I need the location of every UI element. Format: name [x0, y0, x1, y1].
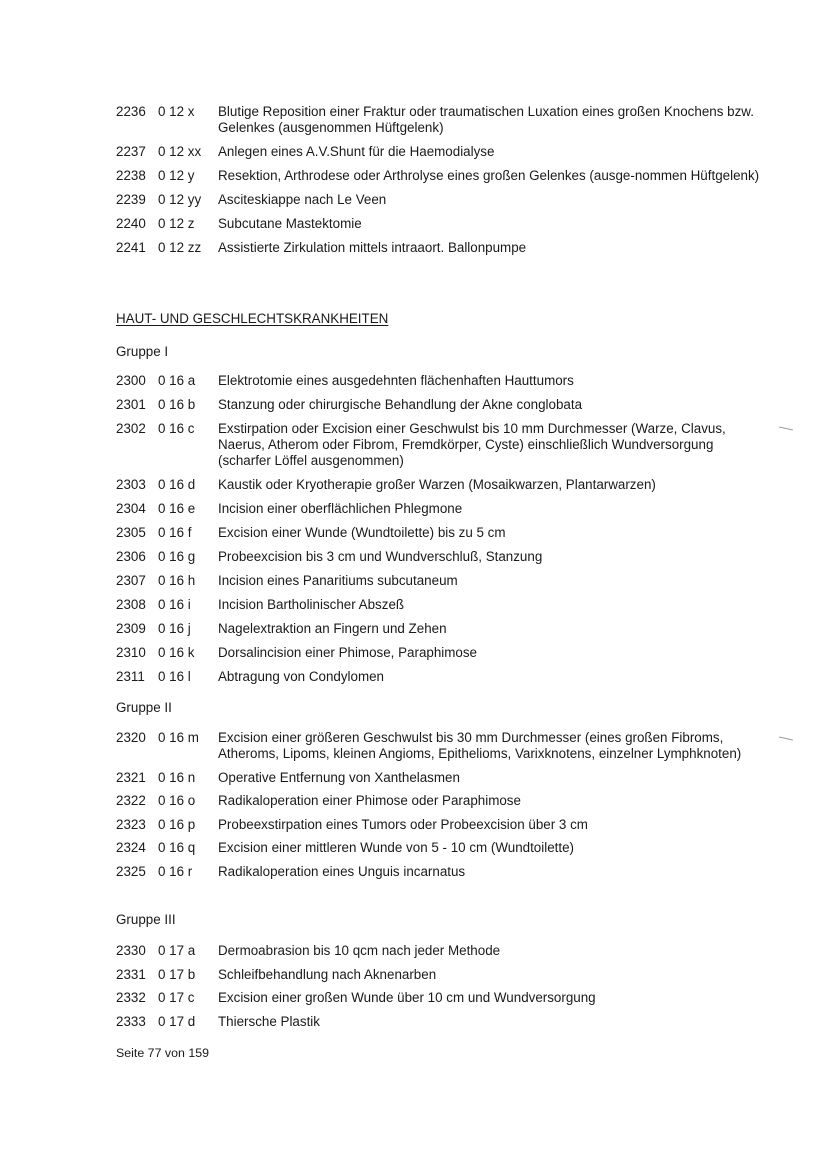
procedure-code: 2330: [116, 943, 146, 958]
procedure-row: [116, 621, 767, 637]
procedure-description: Kaustik oder Kryotherapie großer Warzen (Mosaikwarzen, Plantarwarzen): [218, 477, 656, 492]
procedure-description: Anlegen eines A.V.Shunt für die Haemodialyse: [218, 144, 495, 159]
procedure-description: Dermoabrasion bis 10 qcm nach jeder Methode: [218, 943, 501, 958]
procedure-row: [116, 421, 767, 469]
procedure-description: Radikaloperation eines Unguis incarnatus: [218, 863, 466, 879]
procedure-description: Dorsalincision einer Phimose, Paraphimose: [218, 645, 478, 660]
procedure-code: 2325: [116, 863, 146, 879]
procedure-gop-number: 0 16 l: [158, 669, 191, 684]
scan-artifact: [779, 427, 793, 431]
procedure-gop-number: 0 17 a: [158, 943, 196, 958]
procedure-row: [116, 216, 767, 232]
procedure-list-surgery: [116, 104, 767, 256]
procedure-code: 2310: [116, 645, 146, 660]
procedure-row: [116, 397, 767, 413]
procedure-row: [116, 840, 767, 856]
procedure-row: [116, 645, 767, 661]
procedure-gop-number: 0 16 f: [158, 525, 192, 540]
group-label-3: Gruppe III: [116, 912, 176, 927]
procedure-gop-number: 0 12 y: [158, 168, 195, 183]
procedure-gop-number: 0 16 g: [158, 549, 196, 564]
procedure-code: 2304: [116, 501, 146, 516]
scan-artifact: [779, 737, 793, 741]
procedure-row: [116, 104, 767, 136]
procedure-code: 2322: [116, 793, 146, 808]
procedure-gop-number: 0 17 b: [158, 966, 196, 982]
procedure-code: 2241: [116, 240, 146, 255]
procedure-description: Schleifbehandlung nach Aknenarben: [218, 966, 437, 982]
procedure-row: [116, 477, 767, 493]
procedure-code: 2332: [116, 990, 146, 1005]
procedure-description: Blutige Reposition einer Fraktur oder traumatischen Luxation eines großen Knochens bzw. Gelenkes (ausgenommen Hüftgelenk): [218, 104, 754, 135]
procedure-description: Subcutane Mastektomie: [218, 216, 362, 231]
procedure-description: Stanzung oder chirurgische Behandlung der Akne conglobata: [218, 397, 583, 412]
procedure-row: [116, 793, 767, 809]
procedure-description: Operative Entfernung von Xanthelasmen: [218, 769, 460, 785]
procedure-description: Probeexcision bis 3 cm und Wundverschluß, Stanzung: [218, 549, 543, 564]
procedure-row: [116, 525, 767, 541]
procedure-row: [116, 730, 767, 762]
procedure-code: 2306: [116, 549, 146, 564]
procedure-gop-number: 0 12 z: [158, 216, 195, 231]
group-label-1: Gruppe I: [116, 344, 169, 359]
procedure-row: [116, 990, 767, 1006]
procedure-row: [116, 549, 767, 565]
procedure-code: 2321: [116, 769, 146, 785]
procedure-code: 2308: [116, 597, 146, 612]
procedure-row: [116, 373, 767, 389]
procedure-code: 2300: [116, 373, 146, 388]
procedure-description: Radikaloperation einer Phimose oder Paraphimose: [218, 793, 521, 808]
procedure-list-group-2: [116, 730, 767, 880]
procedure-code: 2333: [116, 1013, 146, 1029]
procedure-row: [116, 669, 767, 685]
procedure-gop-number: 0 16 m: [158, 730, 199, 745]
procedure-gop-number: 0 16 a: [158, 373, 196, 388]
procedure-row: [116, 168, 767, 184]
procedure-row: [116, 597, 767, 613]
procedure-row: [116, 967, 767, 983]
procedure-gop-number: 0 16 c: [158, 421, 195, 436]
procedure-description: Exstirpation oder Excision einer Geschwulst bis 10 mm Durchmesser (Warze, Clavus, Naerus, Atherom oder Fibrom, Fremdkörper, Cyste) einschließlich Wundversorgung (scharfer Löffel ausgenommen): [218, 421, 726, 468]
procedure-code: 2311: [116, 669, 145, 684]
procedure-description: Resektion, Arthrodese oder Arthrolyse eines großen Gelenkes (ausge-nommen Hüftgelenk): [218, 168, 760, 183]
procedure-code: 2331: [116, 966, 146, 982]
procedure-row: [116, 864, 767, 880]
procedure-description: Excision einer größeren Geschwulst bis 30 mm Durchmesser (eines großen Fibroms, Atheroms, Lipoms, kleinen Angioms, Epithelioms, Varixknotens, einzelner Lymphknoten): [218, 730, 742, 761]
procedure-gop-number: 0 12 x: [158, 104, 195, 119]
procedure-row: [116, 770, 767, 786]
procedure-description: Thiersche Plastik: [218, 1013, 320, 1029]
procedure-code: 2238: [116, 168, 146, 183]
procedure-gop-number: 0 16 b: [158, 397, 196, 412]
procedure-description: Assistierte Zirkulation mittels intraaort. Ballonpumpe: [218, 240, 527, 255]
procedure-gop-number: 0 16 e: [158, 501, 196, 516]
procedure-description: Nagelextraktion an Fingern und Zehen: [218, 621, 447, 636]
procedure-row: [116, 144, 767, 160]
group-label-2: Gruppe II: [116, 700, 172, 715]
procedure-code: 2301: [116, 397, 146, 412]
procedure-code: 2305: [116, 525, 146, 540]
procedure-row: [116, 573, 767, 589]
procedure-code: 2236: [116, 104, 146, 119]
procedure-code: 2239: [116, 192, 146, 207]
procedure-gop-number: 0 16 k: [158, 645, 195, 660]
procedure-code: 2323: [116, 816, 146, 832]
procedure-gop-number: 0 16 i: [158, 597, 191, 612]
page-footer: Seite 77 von 159: [116, 1046, 210, 1060]
procedure-gop-number: 0 16 n: [158, 769, 196, 785]
procedure-description: Incision eines Panaritiums subcutaneum: [218, 573, 458, 588]
section-heading: HAUT- UND GESCHLECHTSKRANKHEITEN: [116, 311, 389, 326]
procedure-row: [116, 501, 767, 517]
procedure-gop-number: 0 12 xx: [158, 144, 202, 159]
procedure-code: 2303: [116, 477, 146, 492]
procedure-description: Excision einer Wunde (Wundtoilette) bis zu 5 cm: [218, 525, 506, 540]
procedure-gop-number: 0 16 p: [158, 816, 196, 832]
procedure-description: Incision einer oberflächlichen Phlegmone: [218, 501, 463, 516]
procedure-gop-number: 0 16 d: [158, 477, 196, 492]
procedure-gop-number: 0 17 c: [158, 990, 195, 1005]
procedure-code: 2320: [116, 730, 146, 745]
procedure-gop-number: 0 16 q: [158, 840, 196, 855]
procedure-description: Abtragung von Condylomen: [218, 669, 385, 684]
procedure-description: Excision einer mittleren Wunde von 5 - 10 cm (Wundtoilette): [218, 840, 575, 855]
procedure-gop-number: 0 12 zz: [158, 240, 202, 255]
procedure-gop-number: 0 16 r: [158, 863, 193, 879]
procedure-description: Asciteskiappe nach Le Veen: [218, 192, 387, 207]
procedure-code: 2307: [116, 573, 146, 588]
procedure-code: 2240: [116, 216, 146, 231]
procedure-row: [116, 192, 767, 208]
procedure-gop-number: 0 16 j: [158, 621, 191, 636]
procedure-row: [116, 817, 767, 833]
procedure-code: 2324: [116, 840, 146, 855]
procedure-description: Incision Bartholinischer Abszeß: [218, 597, 405, 612]
procedure-row: [116, 1014, 767, 1030]
procedure-gop-number: 0 16 o: [158, 793, 196, 808]
procedure-row: [116, 943, 767, 959]
procedure-row: [116, 240, 767, 256]
procedure-code: 2302: [116, 421, 146, 436]
procedure-gop-number: 0 17 d: [158, 1013, 196, 1029]
procedure-gop-number: 0 16 h: [158, 573, 196, 588]
procedure-description: Elektrotomie eines ausgedehnten flächenhaften Hauttumors: [218, 373, 574, 388]
procedure-gop-number: 0 12 yy: [158, 192, 202, 207]
procedure-list-group-3: [116, 943, 767, 1030]
procedure-list-group-1: [116, 373, 767, 685]
procedure-code: 2309: [116, 621, 146, 636]
procedure-description: Probeexstirpation eines Tumors oder Probeexcision über 3 cm: [218, 816, 588, 832]
procedure-description: Excision einer großen Wunde über 10 cm und Wundversorgung: [218, 990, 596, 1005]
procedure-code: 2237: [116, 144, 146, 159]
